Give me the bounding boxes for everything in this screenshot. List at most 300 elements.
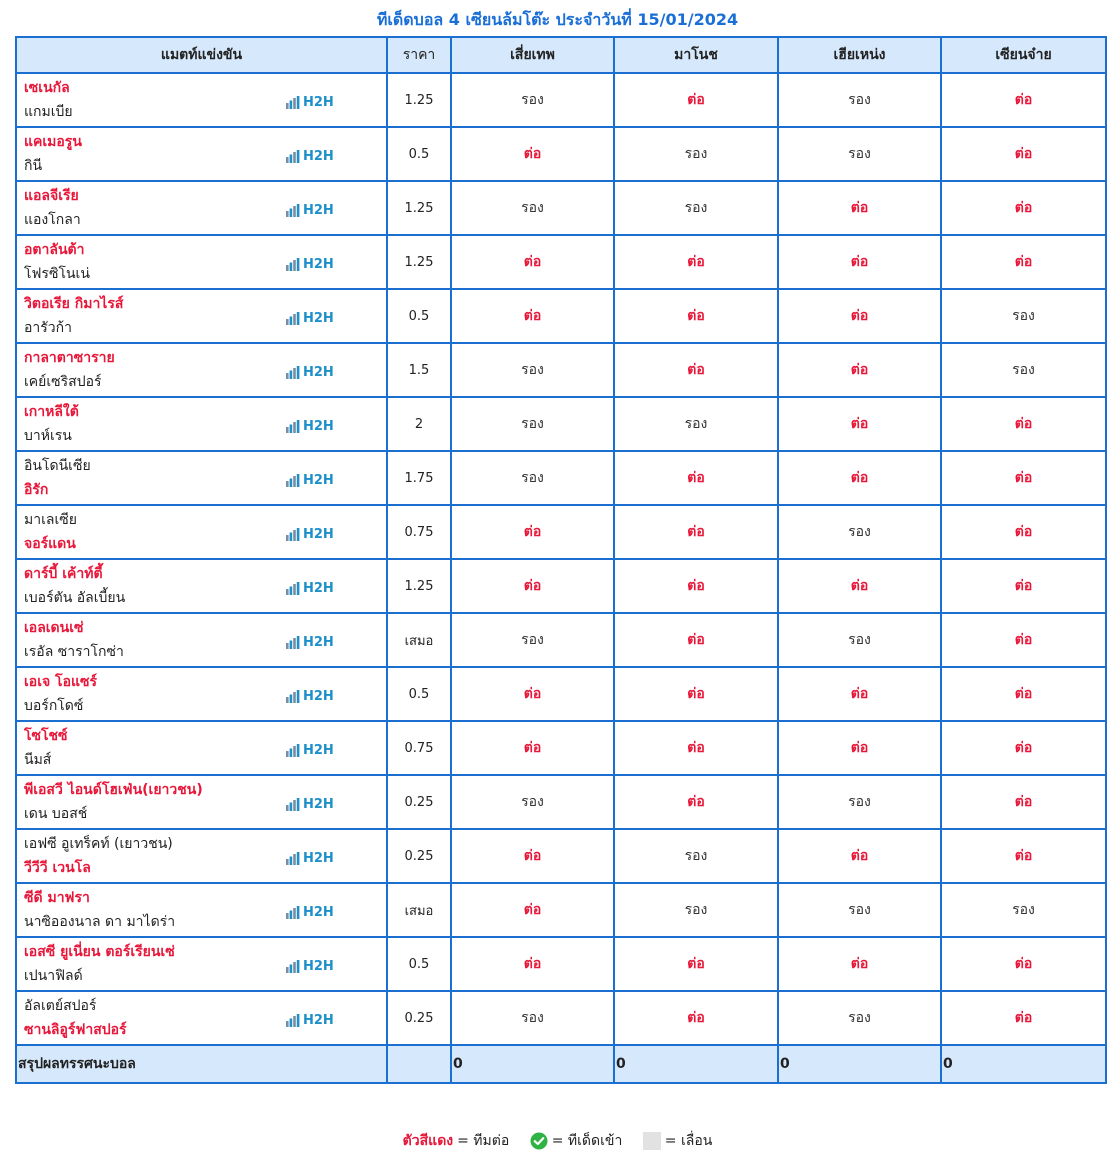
expert-tip-cell <box>941 127 1106 181</box>
stats-chart-icon <box>285 852 300 865</box>
table-row <box>16 289 1106 343</box>
tip-give: ต่อ <box>687 308 705 324</box>
away-team: เปนาฟิลด์ <box>24 968 83 984</box>
tip-give: ต่อ <box>1014 470 1033 486</box>
match-cell <box>16 775 387 829</box>
tip-take: รอง <box>848 632 871 648</box>
expert-tip-cell <box>778 451 941 505</box>
table-row <box>16 991 1106 1045</box>
h2h-link[interactable] <box>285 743 334 758</box>
stats-chart-icon <box>285 798 300 811</box>
table-row <box>16 883 1106 937</box>
h2h-label: H2H <box>303 527 334 542</box>
home-team: เซเนกัล <box>24 80 70 96</box>
away-team: กินี <box>24 158 43 174</box>
h2h-label: H2H <box>303 203 334 218</box>
tip-give: ต่อ <box>850 740 869 756</box>
stats-chart-icon <box>285 96 300 109</box>
expert-tip-cell <box>778 775 941 829</box>
h2h-link[interactable] <box>285 365 334 380</box>
expert-tip-cell <box>941 289 1106 343</box>
table-row <box>16 73 1106 127</box>
tip-take: รอง <box>848 902 871 918</box>
legend-draw-desc: = เลื่อน <box>664 1133 713 1149</box>
expert-tip-cell <box>941 613 1106 667</box>
h2h-link[interactable] <box>285 149 334 164</box>
match-cell <box>16 559 387 613</box>
tip-give: ต่อ <box>523 740 542 756</box>
home-team: อัลเตย์สปอร์ <box>24 998 97 1014</box>
tip-take: รอง <box>521 794 544 810</box>
h2h-link[interactable] <box>285 905 334 920</box>
expert-tip-cell <box>451 829 614 883</box>
table-row <box>16 235 1106 289</box>
expert-tip-cell <box>451 991 614 1045</box>
home-team: โซโชซ์ <box>24 728 68 744</box>
table-row <box>16 775 1106 829</box>
tip-take: รอง <box>684 416 708 432</box>
home-team: เอสซี ยูเนี่ยน ตอร์เรียนเซ่ <box>24 944 175 960</box>
home-team: อตาลันต้า <box>24 242 85 258</box>
legend-draw <box>643 1130 713 1152</box>
tip-give: ต่อ <box>1014 848 1033 864</box>
expert-tip-cell <box>614 775 778 829</box>
price-cell: 0.75 <box>387 505 451 559</box>
tip-give: ต่อ <box>850 200 869 216</box>
home-team: อินโดนีเซีย <box>24 458 91 474</box>
expert-tip-cell <box>451 235 614 289</box>
expert-tip-cell <box>941 73 1106 127</box>
away-team: เบอร์ตัน อัลเบี้ยน <box>24 590 126 606</box>
expert-tip-cell <box>614 127 778 181</box>
legend-win-desc: = ทีเด็ดเข้า <box>551 1133 623 1149</box>
tip-give: ต่อ <box>523 578 542 594</box>
price-cell: 0.5 <box>387 667 451 721</box>
expert-tip-cell <box>941 829 1106 883</box>
expert-tip-cell <box>941 991 1106 1045</box>
table-row <box>16 829 1106 883</box>
match-cell <box>16 991 387 1045</box>
tip-give: ต่อ <box>523 254 542 270</box>
table-row <box>16 559 1106 613</box>
expert-tip-cell <box>451 667 614 721</box>
expert-tip-cell <box>778 73 941 127</box>
expert-tip-cell <box>941 937 1106 991</box>
expert-tip-cell <box>451 181 614 235</box>
h2h-link[interactable] <box>285 419 334 434</box>
price-cell: เสมอ <box>387 883 451 937</box>
home-team: แอลจีเรีย <box>24 188 79 204</box>
tip-take: รอง <box>684 848 708 864</box>
expert-tip-cell <box>614 505 778 559</box>
away-team: อิรัก <box>24 482 49 498</box>
table-row <box>16 505 1106 559</box>
stats-chart-icon <box>285 906 300 919</box>
expert-tip-cell <box>778 235 941 289</box>
expert-tip-cell <box>778 991 941 1045</box>
home-team: มาเลเซีย <box>24 512 77 528</box>
match-cell <box>16 667 387 721</box>
tip-give: ต่อ <box>687 578 705 594</box>
h2h-link[interactable] <box>285 635 334 650</box>
tip-give: ต่อ <box>523 848 542 864</box>
expert-tip-cell <box>451 937 614 991</box>
expert-tip-cell <box>778 127 941 181</box>
h2h-link[interactable] <box>285 257 334 272</box>
tip-give: ต่อ <box>687 794 705 810</box>
h2h-link[interactable] <box>285 581 334 596</box>
h2h-link[interactable] <box>285 473 334 488</box>
expert-tip-cell <box>451 73 614 127</box>
h2h-link[interactable] <box>285 203 334 218</box>
tip-give: ต่อ <box>687 686 705 702</box>
expert-tip-cell <box>941 667 1106 721</box>
h2h-label: H2H <box>303 1013 334 1028</box>
table-row <box>16 397 1106 451</box>
expert-tip-cell <box>614 667 778 721</box>
tip-take: รอง <box>521 416 544 432</box>
expert-tip-cell <box>614 613 778 667</box>
away-team: แองโกลา <box>24 212 81 228</box>
tip-give: ต่อ <box>687 362 705 378</box>
expert-tip-cell <box>614 829 778 883</box>
expert-tip-cell <box>614 343 778 397</box>
home-team: พีเอสวี ไอนด์โฮเฟ่น(เยาวชน) <box>24 782 203 798</box>
match-cell <box>16 397 387 451</box>
tip-take: รอง <box>521 92 544 108</box>
expert-tip-cell <box>941 343 1106 397</box>
table-row <box>16 343 1106 397</box>
tip-give: ต่อ <box>523 956 542 972</box>
gray-box-icon <box>643 1132 661 1150</box>
tip-give: ต่อ <box>1014 1010 1033 1026</box>
tip-give: ต่อ <box>1014 200 1033 216</box>
price-cell: เสมอ <box>387 613 451 667</box>
expert-tip-cell <box>778 667 941 721</box>
away-team: บอร์กโดซ์ <box>24 698 84 714</box>
tip-take: รอง <box>848 794 871 810</box>
table-row <box>16 721 1106 775</box>
table-row <box>16 127 1106 181</box>
away-team: เดน บอสช์ <box>24 806 88 822</box>
expert-tip-cell <box>778 829 941 883</box>
summary-price-empty <box>387 1045 451 1083</box>
match-cell <box>16 883 387 937</box>
tip-give: ต่อ <box>687 740 705 756</box>
tip-give: ต่อ <box>523 686 542 702</box>
stats-chart-icon <box>285 420 300 433</box>
h2h-label: H2H <box>303 905 334 920</box>
tip-give: ต่อ <box>850 578 869 594</box>
away-team: แกมเบีย <box>24 104 73 120</box>
tip-give: ต่อ <box>1014 686 1033 702</box>
stats-chart-icon <box>285 366 300 379</box>
h2h-label: H2H <box>303 149 334 164</box>
expert-tip-cell <box>778 883 941 937</box>
tip-give: ต่อ <box>1014 578 1033 594</box>
tip-take: รอง <box>521 1010 544 1026</box>
header-price: ราคา <box>387 37 451 73</box>
tip-give: ต่อ <box>1014 416 1033 432</box>
tip-give: ต่อ <box>1014 632 1033 648</box>
expert-tip-cell <box>941 181 1106 235</box>
match-cell <box>16 451 387 505</box>
tip-take: รอง <box>1012 902 1035 918</box>
stats-chart-icon <box>285 258 300 271</box>
h2h-label: H2H <box>303 851 334 866</box>
tip-take: รอง <box>521 200 544 216</box>
tip-take: รอง <box>848 524 871 540</box>
expert-tip-cell <box>451 721 614 775</box>
table-row <box>16 613 1106 667</box>
h2h-link[interactable] <box>285 95 334 110</box>
away-team: เรอัล ซาราโกซ่า <box>24 644 124 660</box>
tip-give: ต่อ <box>850 254 869 270</box>
table-body <box>16 73 1106 1045</box>
price-cell: 0.25 <box>387 829 451 883</box>
price-cell: 1.25 <box>387 73 451 127</box>
match-cell <box>16 721 387 775</box>
stats-chart-icon <box>285 150 300 163</box>
h2h-label: H2H <box>303 959 334 974</box>
price-cell: 0.5 <box>387 937 451 991</box>
legend-win <box>530 1130 623 1152</box>
tip-take: รอง <box>1012 308 1035 324</box>
expert-tip-cell <box>941 775 1106 829</box>
legend <box>0 1130 1115 1152</box>
tip-give: ต่อ <box>1014 254 1033 270</box>
expert-tip-cell <box>778 343 941 397</box>
tip-give: ต่อ <box>850 848 869 864</box>
tip-give: ต่อ <box>850 416 869 432</box>
home-team: เกาหลีใต้ <box>24 404 79 420</box>
expert-tip-cell <box>778 721 941 775</box>
stats-chart-icon <box>285 474 300 487</box>
expert-tip-cell <box>614 883 778 937</box>
home-team: แคเมอรูน <box>24 134 82 150</box>
expert-tip-cell <box>614 181 778 235</box>
tip-take: รอง <box>521 632 544 648</box>
match-cell <box>16 127 387 181</box>
h2h-label: H2H <box>303 257 334 272</box>
expert-tip-cell <box>614 559 778 613</box>
tip-give: ต่อ <box>1014 956 1033 972</box>
stats-chart-icon <box>285 528 300 541</box>
h2h-link[interactable] <box>285 1013 334 1028</box>
tip-give: ต่อ <box>1014 740 1033 756</box>
h2h-label: H2H <box>303 95 334 110</box>
expert-tip-cell <box>451 397 614 451</box>
price-cell: 1.5 <box>387 343 451 397</box>
stats-chart-icon <box>285 1014 300 1027</box>
match-cell <box>16 613 387 667</box>
tip-take: รอง <box>684 902 708 918</box>
h2h-link[interactable] <box>285 797 334 812</box>
home-team: กาลาตาซาราย <box>24 350 115 366</box>
header-expert-4: เซียนจ๋าย <box>941 37 1106 73</box>
stats-chart-icon <box>285 204 300 217</box>
home-team: ดาร์บี้ เค้าท์ตี้ <box>24 566 103 582</box>
match-cell <box>16 289 387 343</box>
home-team: วิตอเรีย กิมาไรส์ <box>24 296 124 312</box>
table-header-row <box>16 37 1106 73</box>
summary-label: สรุปผลทรรศนะบอล <box>16 1045 387 1083</box>
price-cell: 0.5 <box>387 127 451 181</box>
expert-tip-cell <box>941 721 1106 775</box>
price-cell: 1.25 <box>387 181 451 235</box>
expert-tip-cell <box>614 235 778 289</box>
tip-give: ต่อ <box>850 686 869 702</box>
match-cell <box>16 505 387 559</box>
page-title: ทีเด็ดบอล 4 เซียนล้มโต๊ะ ประจำวันที่ 15/01/2024 <box>376 10 739 29</box>
stats-chart-icon <box>285 744 300 757</box>
expert-tip-cell <box>614 721 778 775</box>
away-team: อารัวก้า <box>24 320 72 336</box>
price-cell: 0.75 <box>387 721 451 775</box>
h2h-link[interactable] <box>285 689 334 704</box>
home-team: ซีดี มาฟรา <box>24 890 90 906</box>
summary-expert-3: 0 <box>778 1045 941 1083</box>
away-team: จอร์แดน <box>24 536 76 552</box>
tip-give: ต่อ <box>850 956 869 972</box>
h2h-link[interactable] <box>285 851 334 866</box>
h2h-link[interactable] <box>285 527 334 542</box>
price-cell: 0.25 <box>387 991 451 1045</box>
h2h-link[interactable] <box>285 959 334 974</box>
tip-take: รอง <box>684 200 708 216</box>
h2h-label: H2H <box>303 365 334 380</box>
price-cell: 0.5 <box>387 289 451 343</box>
away-team: วีวีวี เวนโล <box>24 860 91 876</box>
tip-take: รอง <box>848 92 871 108</box>
table-row <box>16 181 1106 235</box>
expert-tip-cell <box>778 559 941 613</box>
tip-give: ต่อ <box>1014 146 1033 162</box>
match-cell <box>16 829 387 883</box>
tip-give: ต่อ <box>1014 92 1033 108</box>
expert-tip-cell <box>778 505 941 559</box>
tip-give: ต่อ <box>850 308 869 324</box>
expert-tip-cell <box>941 235 1106 289</box>
match-cell <box>16 937 387 991</box>
price-cell: 1.75 <box>387 451 451 505</box>
tip-give: ต่อ <box>523 524 542 540</box>
tip-give: ต่อ <box>687 92 705 108</box>
tips-table <box>15 36 1107 1084</box>
tip-take: รอง <box>848 1010 871 1026</box>
away-team: ซานลิอูร์ฟาสปอร์ <box>24 1022 127 1038</box>
h2h-label: H2H <box>303 743 334 758</box>
table-row <box>16 451 1106 505</box>
tip-give: ต่อ <box>687 470 705 486</box>
price-cell: 1.25 <box>387 559 451 613</box>
expert-tip-cell <box>614 397 778 451</box>
header-expert-3: เฮียเหน่ง <box>778 37 941 73</box>
tip-give: ต่อ <box>687 254 705 270</box>
summary-expert-2: 0 <box>614 1045 778 1083</box>
home-team: เอลเดนเซ่ <box>24 620 84 636</box>
expert-tip-cell <box>451 289 614 343</box>
header-expert-2: มาโนช <box>614 37 778 73</box>
away-team: นาซิอองนาล ดา มาไดร่า <box>24 914 176 930</box>
check-circle-icon <box>530 1132 548 1150</box>
home-team: เอฟซี อูเทร็คท์ (เยาวชน) <box>24 836 173 852</box>
expert-tip-cell <box>451 613 614 667</box>
expert-tip-cell <box>778 289 941 343</box>
table-row <box>16 667 1106 721</box>
h2h-label: H2H <box>303 311 334 326</box>
match-cell <box>16 235 387 289</box>
tip-give: ต่อ <box>850 362 869 378</box>
h2h-label: H2H <box>303 581 334 596</box>
away-team: บาห์เรน <box>24 428 72 444</box>
tip-give: ต่อ <box>687 956 705 972</box>
expert-tip-cell <box>941 559 1106 613</box>
tip-give: ต่อ <box>523 146 542 162</box>
expert-tip-cell <box>451 775 614 829</box>
tip-take: รอง <box>521 470 544 486</box>
header-match: แมตท์แข่งขัน <box>16 37 387 73</box>
expert-tip-cell <box>451 883 614 937</box>
h2h-link[interactable] <box>285 311 334 326</box>
expert-tip-cell <box>614 991 778 1045</box>
expert-tip-cell <box>451 559 614 613</box>
away-team: นีมส์ <box>24 752 52 768</box>
tip-give: ต่อ <box>523 308 542 324</box>
summary-expert-1: 0 <box>451 1045 614 1083</box>
expert-tip-cell <box>941 505 1106 559</box>
expert-tip-cell <box>778 181 941 235</box>
legend-favorite <box>403 1130 510 1152</box>
expert-tip-cell <box>614 289 778 343</box>
expert-tip-cell <box>451 127 614 181</box>
expert-tip-cell <box>941 883 1106 937</box>
tip-take: รอง <box>848 146 871 162</box>
h2h-label: H2H <box>303 635 334 650</box>
legend-red-text: ตัวสีแดง <box>402 1133 454 1149</box>
home-team: เอเจ โอแซร์ <box>24 674 98 690</box>
price-cell: 1.25 <box>387 235 451 289</box>
tip-give: ต่อ <box>1014 524 1033 540</box>
stats-chart-icon <box>285 636 300 649</box>
tip-give: ต่อ <box>523 902 542 918</box>
expert-tip-cell <box>778 613 941 667</box>
tip-take: รอง <box>684 146 708 162</box>
expert-tip-cell <box>941 397 1106 451</box>
expert-tip-cell <box>451 343 614 397</box>
match-cell <box>16 73 387 127</box>
tip-give: ต่อ <box>687 632 705 648</box>
tip-give: ต่อ <box>850 470 869 486</box>
expert-tip-cell <box>778 397 941 451</box>
tip-take: รอง <box>521 362 544 378</box>
stats-chart-icon <box>285 312 300 325</box>
stats-chart-icon <box>285 960 300 973</box>
tip-give: ต่อ <box>687 1010 705 1026</box>
tip-give: ต่อ <box>1014 794 1033 810</box>
expert-tip-cell <box>614 937 778 991</box>
expert-tip-cell <box>614 451 778 505</box>
stats-chart-icon <box>285 582 300 595</box>
expert-tip-cell <box>614 73 778 127</box>
h2h-label: H2H <box>303 797 334 812</box>
expert-tip-cell <box>778 937 941 991</box>
h2h-label: H2H <box>303 689 334 704</box>
expert-tip-cell <box>941 451 1106 505</box>
away-team: โฟรซิโนเน่ <box>24 266 90 282</box>
h2h-label: H2H <box>303 419 334 434</box>
match-cell <box>16 343 387 397</box>
